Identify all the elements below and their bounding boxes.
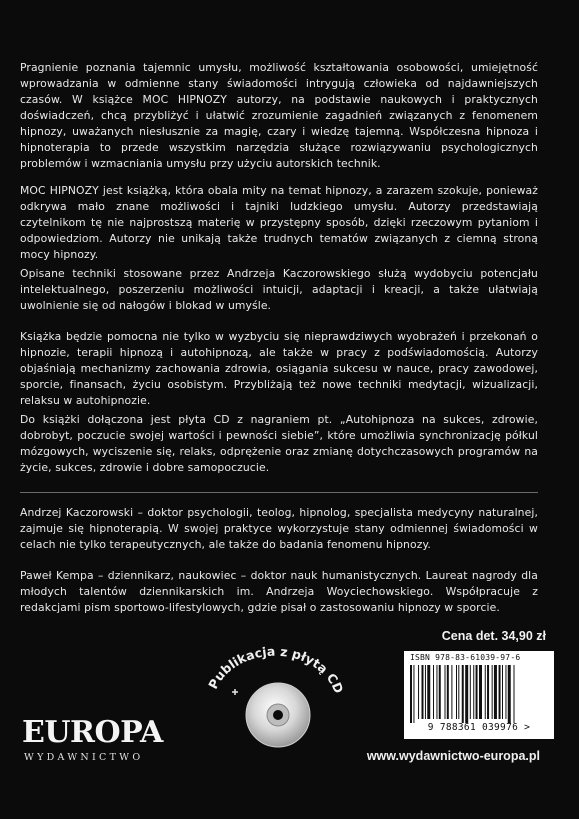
- cd-disc-icon: [246, 683, 310, 747]
- description-paragraph-2: MOC HIPNOZY jest książką, która obala mity na temat hipnozy, a zarazem szokuje, ponieważ odkrywa mało znane możliwości i tajniki ludzkiego umysłu. Autorzy przedstawiają czytelnikom tę nie najprostszą materię w przystępny sposób, dzięki rzeczowym pytaniom i odpowiedziom. Autorzy nie unikają także trudnych tematów związanych z ciemną stroną mocy hipnozy.: [20, 184, 538, 261]
- description-paragraph-3: Opisane techniki stosowane przez Andrzeja Kaczorowskiego służą wydobyciu potencjału intelektualnego, poszerzeniu możliwości intuicji, adaptacji i kreacji, a także ułatwiają uwolnienie się od nałogów i blokad w umyśle.: [20, 267, 538, 312]
- publisher-website: www.wydawnictwo-europa.pl: [366, 749, 540, 763]
- author-bio-kempa: Paweł Kempa – dziennikarz, naukowiec – doktor nauk humanistycznych. Laureat nagrody dla młodych talentów dziennikarskich im. Andrzeja Woyciechowskiego. Współpracuje z redakcjami pism sportowo-lifestylowych, gdzie pisał o zastosowaniu hipnozy w sporcie.: [20, 569, 538, 614]
- publisher-logo: EUROPA: [22, 715, 163, 750]
- ean-first-digit: 9: [427, 722, 434, 733]
- description-paragraph-5: Do książki dołączona jest płyta CD z nagraniem pt. „Autohipnoza na sukces, zdrowie, dobrobyt, poczucie swojej wartości i pewności siebie”, które umożliwia synchronizację półkul mózgowych, wyciszenie się, relaks, odprężenie oraz zmianę dotychczasowych programów na życie, sukces, zdrowie i dobre samopoczucie.: [20, 413, 538, 474]
- barcode-bars: [410, 665, 548, 723]
- ean-number: [404, 722, 554, 733]
- sparkle-icon: [232, 689, 238, 695]
- price-label: Cena det. 34,90 zł: [441, 629, 546, 643]
- description-paragraph-1: Pragnienie poznania tajemnic umysłu, możliwość kształtowania osobowości, umiejętność wprowadzania w odmienne stany świadomości intrygują człowieka od najdawniejszych czasów. W książce MOC HIPNOZY autorzy, na podstawie naukowych i praktycznych doświadczeń, chcą przybliżyć i ułatwić zrozumienie zagadnień związanych z fenomenem hipnozy, uważanych niesłusznie za magię, czary i wiedzę tajemną. Współczesna hipnoza i hipnoterapia to przede wszystkim narzędzia służące rozwiązywaniu psychologicznych problemów i wzmacniania umysłu przy użyciu autorskich technik.: [20, 61, 538, 170]
- ean-digits-rest: 788361 039976: [439, 722, 519, 733]
- cd-caption: Publikacja z płytą CD: [205, 643, 347, 696]
- ean-quiet-zone-mark: >: [524, 722, 531, 733]
- description-paragraph-4: Książka będzie pomocna nie tylko w wyzbyciu się nieprawdziwych wyobrażeń i przekonań o hipnozie, terapii hipnozą i autohipnozą, ale także w pracy z podświadomością. Autorzy objaśniają mechanizmy zachowania zdrowia, osiągania sukcesu w nauce, pracy zawodowej, sporcie, finansach, życiu osobistym. Przybliżają też nowe techniki medytacji, wizualizacji, relaksu w autohipnozie.: [20, 330, 538, 407]
- isbn-number: ISBN 978-83-61039-97-6: [410, 653, 521, 662]
- author-bio-kaczorowski: Andrzej Kaczorowski – doktor psychologii, teolog, hipnolog, specjalista medycyny naturalnej, zajmuje się hipnoterapią. W swojej praktyce wykorzystuje stany odmiennej świadomości w celach nie tylko terapeutycznych, ale także do badania fenomenu hipnozy.: [20, 506, 538, 551]
- publisher-logo-subtitle: WYDAWNICTWO: [24, 752, 144, 763]
- barcode: [404, 651, 554, 739]
- cd-badge: [204, 632, 354, 754]
- section-divider: [20, 492, 538, 493]
